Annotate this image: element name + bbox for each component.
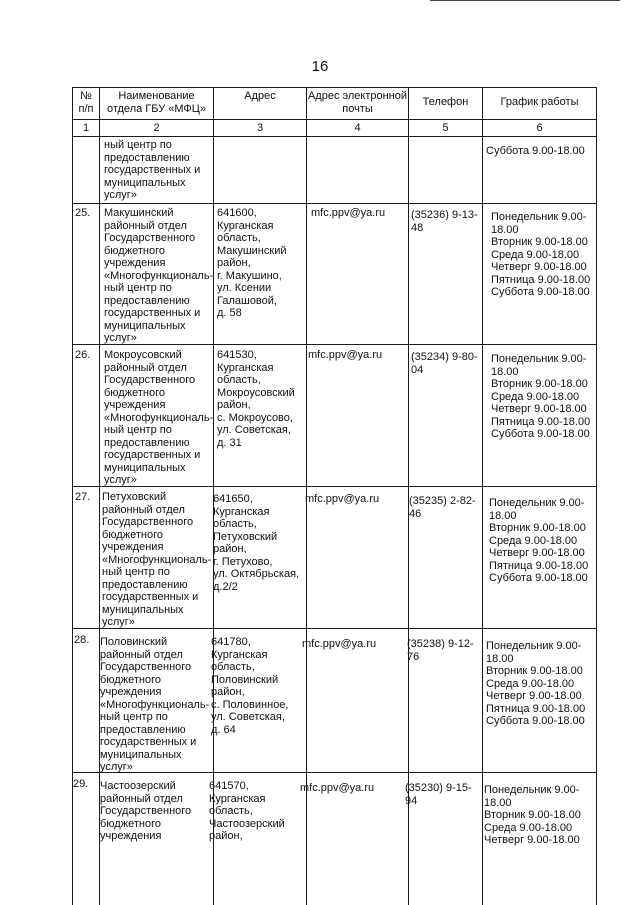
row-number: 29. (73, 778, 89, 790)
row-number: 25. (75, 207, 91, 219)
department-address: 641650, Курганская область, Петуховский район, г. Петухово, ул. Октябрьская, д.2/2 (213, 493, 300, 593)
department-email: mfc.ppv@ya.ru (305, 493, 380, 505)
department-email: mfc.ppv@ya.ru (308, 349, 383, 361)
department-name: Макушинский районный отдел Государственного бюджетного учреждения «Многофункциональ- ный центр по предоставлению государственных и муниципальных услуг» (104, 207, 214, 344)
department-phone: (35234) 9-80- 04 (411, 351, 478, 376)
column-number: 4 (354, 122, 361, 134)
header-address: Адрес (244, 90, 276, 102)
table-rule (482, 87, 483, 905)
table-rule (72, 136, 597, 137)
work-schedule: Понедельник 9.00- 18.00 Вторник 9.00-18.00 Среда 9.00-18.00 Четверг 9.00-18.00 Пятница 9.00-18.00 Суббота 9.00-18.00 (486, 640, 586, 727)
department-phone: (35235) 2-82- 46 (409, 495, 476, 520)
row-number: 26. (75, 349, 91, 361)
work-schedule: Суббота 9.00-18.00 (486, 145, 585, 157)
work-schedule: Понедельник 9.00- 18.00 Вторник 9.00-18.00 Среда 9.00-18.00 Четверг 9.00-18.00 Пятница 9.00-18.00 Суббота 9.00-18.00 (491, 211, 591, 298)
department-phone: (35236) 9-13- 48 (411, 209, 478, 234)
table-rule (596, 87, 597, 905)
table-rule (72, 203, 597, 204)
row-number: 27. (75, 491, 91, 503)
department-name: ный центр по предоставлению государственных и муниципальных услуг» (104, 139, 201, 201)
column-number: 1 (82, 122, 90, 134)
department-email: mfc.ppv@ya.ru (300, 782, 375, 794)
scan-edge-line (430, 0, 620, 1)
header-schedule: График работы (500, 96, 579, 108)
department-name: Петуховский районный отдел Государственного бюджетного учреждения «Многофункциональ- ный центр по предоставлению государственных и муниципальных услуг» (102, 491, 212, 628)
mfc-departments-table (72, 87, 597, 905)
department-email: mfc.ppv@ya.ru (311, 207, 386, 219)
work-schedule: Понедельник 9.00- 18.00 Вторник 9.00-18.00 Среда 9.00-18.00 Четверг 9.00-18.00 (484, 784, 581, 846)
department-phone: (35238) 9-12- 76 (407, 638, 474, 663)
column-number: 5 (442, 122, 449, 134)
header-department-name: Наименование отдела ГБУ «МФЦ» (106, 90, 207, 115)
department-address: 641600, Курганская область, Макушинский район, г. Макушино, ул. Ксении Галашовой, д. 58 (217, 207, 287, 319)
department-email: mfc.ppv@ya.ru (302, 638, 377, 650)
page-number: 16 (311, 58, 329, 75)
department-phone: (35230) 9-15- 94 (405, 782, 472, 807)
department-address: 641530, Курганская область, Мокроусовский район, с. Мокроусово, ул. Советская, д. 31 (217, 349, 295, 449)
header-email: Адрес электронной почты (307, 90, 408, 115)
column-number: 2 (153, 122, 160, 134)
column-number: 3 (256, 122, 264, 134)
column-number: 6 (536, 122, 543, 134)
department-address: 641780, Курганская область, Половинский район, с. Половинное, ул. Советская, д. 64 (211, 636, 289, 736)
work-schedule: Понедельник 9.00- 18.00 Вторник 9.00-18.00 Среда 9.00-18.00 Четверг 9.00-18.00 Пятница 9.00-18.00 Суббота 9.00-18.00 (491, 353, 591, 440)
department-address: 641570, Курганская область, Частоозерский район, (209, 780, 285, 842)
work-schedule: Понедельник 9.00- 18.00 Вторник 9.00-18.00 Среда 9.00-18.00 Четверг 9.00-18.00 Пятница 9.00-18.00 Суббота 9.00-18.00 (489, 497, 589, 584)
table-rule (72, 119, 597, 120)
header-phone: Телефон (422, 96, 469, 108)
row-number: 28. (74, 634, 90, 646)
department-name: Частоозерский районный отдел Государственного бюджетного учреждения (100, 780, 192, 842)
department-name: Мокроусовский районный отдел Государственного бюджетного учреждения «Многофункциональ- ный центр по предоставлению государственных и муниципальных услуг» (104, 349, 214, 486)
header-number: № п/п (78, 90, 94, 115)
department-name: Половинский районный отдел Государственного бюджетного учреждения «Многофункциональ- ный центр по предоставлению государственных и муниципальных услуг» (100, 636, 210, 773)
table-rule (72, 87, 597, 88)
